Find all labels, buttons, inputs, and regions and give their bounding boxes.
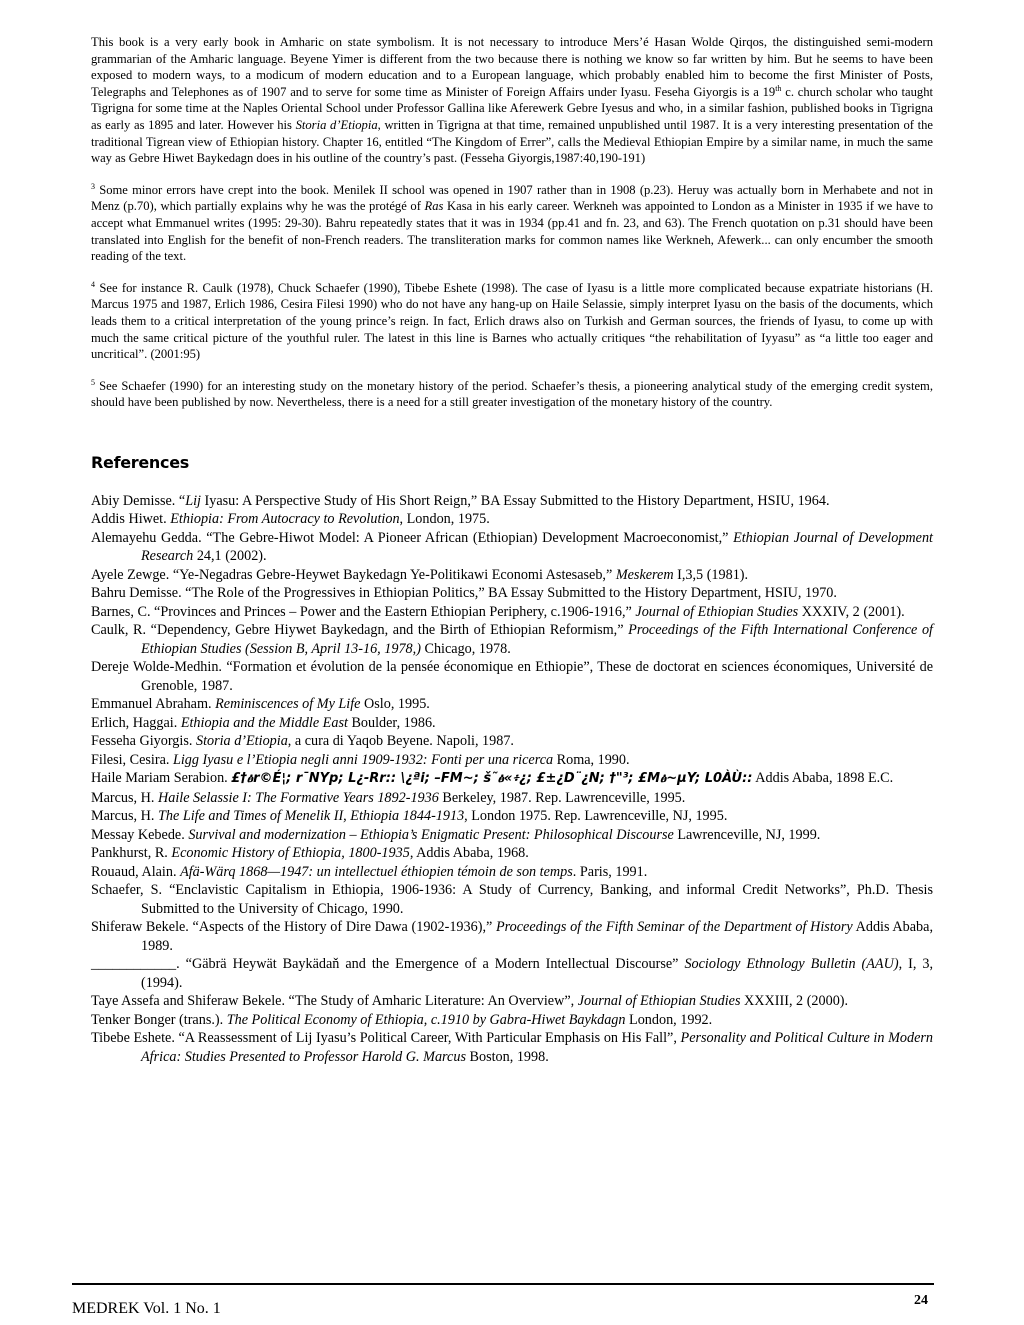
reference-entry	[91, 714, 933, 733]
reference-entry	[91, 492, 933, 511]
italic-title: Haile Selassie I: The Formative Years 1892-1936	[157, 789, 439, 806]
text-run: Barnes, C. “Provinces and Princes – Power and the Eastern Ethiopian Periphery, c.1906-1916,”	[91, 603, 636, 620]
text-run: Addis Hiwet.	[91, 511, 171, 528]
text-run: Some minor errors have crept into the book. Menilek II school was opened in 1907 rather than in 1908 (p.23). Heruy was actually born in Merhabete and not in Menz (p.70), which partially explains why he was the protégé of	[91, 182, 933, 214]
text-run: Boulder, 1986.	[347, 714, 436, 731]
page-number: 24	[914, 1293, 928, 1308]
italic-title: Meskerem	[615, 566, 674, 583]
text-run: Boston, 1998.	[465, 1048, 549, 1065]
text-run: XXXIII, 2 (2000).	[740, 993, 849, 1010]
italic-title: Proceedings of the Fifth Seminar of the Department of History	[495, 919, 853, 936]
reference-entry	[91, 863, 933, 882]
text-run: Marcus, H.	[91, 808, 158, 825]
italic-title: Ligg Iyasu e l’Etiopia negli anni 1909-1932: Fonti per una ricerca	[172, 751, 554, 768]
text-run: Schaefer, S. “Enclavistic Capitalism in Ethiopia, 1906-1936: A Study of Currency, Banking, and informal Credit Networks”, Ph.D. Thesis Submitted to the University of Chicago, 1990.	[91, 882, 933, 917]
reference-entry	[91, 844, 933, 863]
text-run: Ayele Zewge. “Ye-Negadras Gebre-Heywet Baykedagn Ye-Politikawi Economi Astesaseb,”	[91, 566, 616, 583]
text-run: c. church scholar who taught Tigrigna for some time at the Naples Oriental School under Professor Gallina like Aferewerk Gebre Iyesus and who, in a similar fashion, published books in Tigrigna as early as 1895 and later. However his	[91, 84, 934, 132]
reference-entry	[91, 621, 933, 658]
reference-entry	[91, 529, 933, 566]
text-run: Alemayehu Gedda. “The Gebre-Hiwot Model: A Pioneer African (Ethiopian) Development Macroeconomist,”	[91, 529, 734, 546]
note-marker: 4	[91, 279, 95, 289]
note-marker: th	[775, 83, 782, 93]
italic-title: Survival and modernization – Ethiopia’s Enigmatic Present: Philosophical Discourse	[188, 826, 674, 843]
text-run: Bahru Demisse. “The Role of the Progressives in Ethiopian Politics,” BA Essay Submitted to the History Department, HSIU, 1970.	[91, 585, 837, 602]
footer-rule	[72, 1283, 934, 1285]
text-run: Filesi, Cesira.	[91, 751, 173, 768]
text-run: Addis Ababa, 1898 E.C.	[752, 770, 894, 787]
text-run: , I, 3, (1994).	[141, 956, 933, 991]
note-marker: 5	[91, 377, 95, 387]
text-run: London, 1992.	[625, 1011, 713, 1028]
text-run: Dereje Wolde-Medhin. “Formation et évolution de la pensée économique en Ethiopie”, These de doctorat en sciences économiques, Université de Grenoble, 1987.	[91, 659, 933, 694]
text-run: XXXIV, 2 (2001).	[798, 603, 905, 620]
text-run: Erlich, Haggai.	[91, 714, 181, 731]
italic-title: Lij	[185, 492, 201, 509]
reference-entry	[91, 566, 933, 585]
text-run: Emmanuel Abraham.	[91, 696, 216, 713]
italic-title: The Political Economy of Ethiopia, c.1910 by Gabra-Hiwet Baykdagn	[226, 1011, 626, 1028]
reference-entry	[91, 807, 933, 826]
italic-title: Proceedings of the Fifth International Conference of Ethiopian Studies (Session B, April 13-16, 1978,)	[141, 622, 933, 657]
reference-list	[91, 492, 933, 1067]
text-run: Marcus, H.	[91, 789, 158, 806]
reference-entry	[91, 658, 933, 695]
text-run: Roma, 1990.	[553, 751, 630, 768]
reference-entry	[91, 510, 933, 529]
text-run: Rouaud, Alain.	[91, 863, 181, 880]
footer-journal: MEDREK Vol. 1 No. 1	[72, 1300, 221, 1317]
text-run: Iyasu: A Perspective Study of His Short Reign,” BA Essay Submitted to the History Department, HSIU, 1964.	[200, 492, 830, 509]
italic-title: Personality and Political Culture in Modern Africa: Studies Presented to Professor Harold G. Marcus	[141, 1030, 933, 1065]
italic-title: Journal of Ethiopian Studies	[577, 993, 741, 1010]
text-run: Oslo, 1995.	[360, 696, 430, 713]
italic-title: Ethiopia: From Autocracy to Revolution	[170, 511, 400, 528]
text-run: , London, 1975.	[399, 511, 490, 528]
reference-entry	[91, 695, 933, 714]
reference-entry	[91, 769, 933, 789]
text-run: Tenker Bonger (trans.).	[91, 1011, 227, 1028]
endnote-n2	[91, 34, 933, 167]
text-run: Abiy Demisse. “	[91, 492, 186, 509]
reference-entry	[91, 918, 933, 955]
italic-title: Ethiopia and the Middle East	[180, 714, 348, 731]
text-run: Tibebe Eshete. “A Reassessment of Lij Iyasu’s Political Career, With Particular Emphasis on His Fall”,	[91, 1030, 681, 1047]
italic-title: The Life and Times of Menelik II, Ethiopia 1844-1913	[157, 808, 465, 825]
text-run: , a cura di Yaqob Beyene. Napoli, 1987.	[287, 733, 514, 750]
text-run: Fesseha Giyorgis.	[91, 733, 196, 750]
reference-entry	[91, 1029, 933, 1066]
note-marker: 3	[91, 181, 95, 191]
text-run: Messay Kebede.	[91, 826, 189, 843]
text-run: ____________. “Gäbrä Heywät Baykädaň and the Emergence of a Modern Intellectual Discourse”	[91, 956, 685, 973]
reference-entry	[91, 826, 933, 845]
reference-entry	[91, 881, 933, 918]
text-run: , written in Tigrigna at that time, remained unpublished until 1987. It is a very interesting presentation of the traditional Tigrean view of Ethiopian history. Chapter 16, entitled “The Kingdom of Errer”, calls the Medieval Ethiopian Empire by a similar name, in much the same way as Gebre Hiwet Baykedagn does in his outline of the country’s past. (Fesseha Giyorgis,1987:40,190-191)	[91, 117, 934, 166]
italic-title: Reminiscences of My Life	[215, 696, 361, 713]
endnotes	[91, 34, 933, 411]
text-run: Lawrenceville, NJ, 1999.	[673, 826, 821, 843]
page-body	[91, 34, 933, 1066]
reference-entry	[91, 992, 933, 1011]
text-run: See Schaefer (1990) for an interesting study on the monetary history of the period. Schaefer’s thesis, a pioneering analytical study of the emerging credit system, should have been published by now. Nevertheless, there is a need for a still greater investigation of the monetary history of the country.	[91, 378, 933, 410]
reference-entry	[91, 1011, 933, 1030]
text-run: , London 1975. Rep. Lawrenceville, NJ, 1995.	[464, 808, 728, 825]
text-run: Pankhurst, R.	[91, 845, 172, 862]
text-run: 24,1 (2002).	[193, 548, 267, 565]
text-run: . Paris, 1991.	[572, 863, 648, 880]
italic-title: Sociology Ethnology Bulletin (AAU)	[684, 956, 899, 973]
text-run: Kasa in his early career. Werkneh was appointed to London as a Minister in 1935 if we have to accept what Emmanuel writes (1995: 29-30). Bahru repeatedly states that it was in 1934 (pp.41 and fn. 23, and 63). The French quotation on p.31 should have been translated into English for the benefit of non-French readers. The transliteration marks for common names like Werkneh, Afewerk... can only encumber the smooth reading of the text.	[91, 199, 934, 264]
text-run: Taye Assefa and Shiferaw Bekele. “The Study of Amharic Literature: An Overview”,	[91, 993, 578, 1010]
italic-title: Afä-Wärq 1868—1947: un intellectuel éthiopien témoin de son temps	[180, 863, 573, 880]
italic-title: Ethiopian Journal of Development Research	[141, 529, 933, 565]
text-run: Shiferaw Bekele. “Aspects of the History of Dire Dawa (1902-1936),”	[91, 919, 496, 936]
reference-entry	[91, 603, 933, 622]
italic-title: Storia d’Etiopia	[295, 117, 378, 132]
reference-entry	[91, 584, 933, 603]
reference-entry	[91, 732, 933, 751]
text-run: Chicago, 1978.	[420, 640, 511, 657]
reference-entry	[91, 789, 933, 808]
endnote-n5	[91, 378, 933, 411]
endnote-n4	[91, 280, 933, 363]
text-run: , Addis Ababa, 1968.	[409, 845, 529, 862]
reference-entry	[91, 751, 933, 770]
italic-title: Storia d’Etiopia	[195, 733, 288, 750]
text-run: Haile Mariam Serabion.	[91, 770, 232, 787]
text-run: I,3,5 (1981).	[673, 566, 749, 583]
italic-title: Economic History of Ethiopia, 1800-1935	[171, 845, 410, 862]
text-run: This book is a very early book in Amharic on state symbolism. It is not necessary to introduce Mers’é Hasan Wolde Qirqos, the distinguished semi-modern grammarian of the Amharic language. Beyene Yimer is different from the two because there is nothing we know so far written by him. But he seems to have been exposed to modern ways, to a modicum of modern education and to a European language, which probably enabled him to become the first Minister of Posts, Telegraphs and Telephones as of 1907 and to serve for some time as Minister of Foreign Affairs under Iyasu. Feseha Giyorgis is a 19	[91, 35, 933, 99]
text-run: £†ፅr©É¦; r¯NYp; L¿-Rr:: \¿ªi; –FM~; š˜ፅ«፥¿; £±¿D¨¿N; †"³; £Mፅ~µY; L0ÀÙ::	[231, 771, 753, 787]
endnote-n3	[91, 182, 933, 265]
text-run: Caulk, R. “Dependency, Gebre Hiywet Baykedagn, and the Birth of Ethiopian Reformism,”	[91, 622, 629, 639]
text-run: Berkeley, 1987. Rep. Lawrenceville, 1995.	[438, 789, 686, 806]
references-heading: References	[91, 452, 189, 472]
text-run: See for instance R. Caulk (1978), Chuck Schaefer (1990), Tibebe Eshete (1998). The case of Iyasu is a little more complicated because expatriate historians (H. Marcus 1975 and 1987, Erlich 1986, Cesira Filesi 1990) who do not have any hang-up on Haile Selassie, simply interpret Iyasu on the basis of the documents, which leads them to a critical interpretation of the young prince’s reign. In fact, Erlich draws also on Turkish and German sources, the friends of Iyasu, to come up with much the same critical picture of the youthful ruler. The latest in this line is Barnes who actually critiques “the rehabilitation of Iyyasu” as “a little too eager and uncritical”. (2001:95)	[91, 280, 933, 362]
text-run: Addis Ababa, 1989.	[141, 919, 933, 954]
italic-title: Ras	[424, 199, 444, 214]
reference-entry	[91, 955, 933, 992]
italic-title: Journal of Ethiopian Studies	[635, 603, 799, 620]
